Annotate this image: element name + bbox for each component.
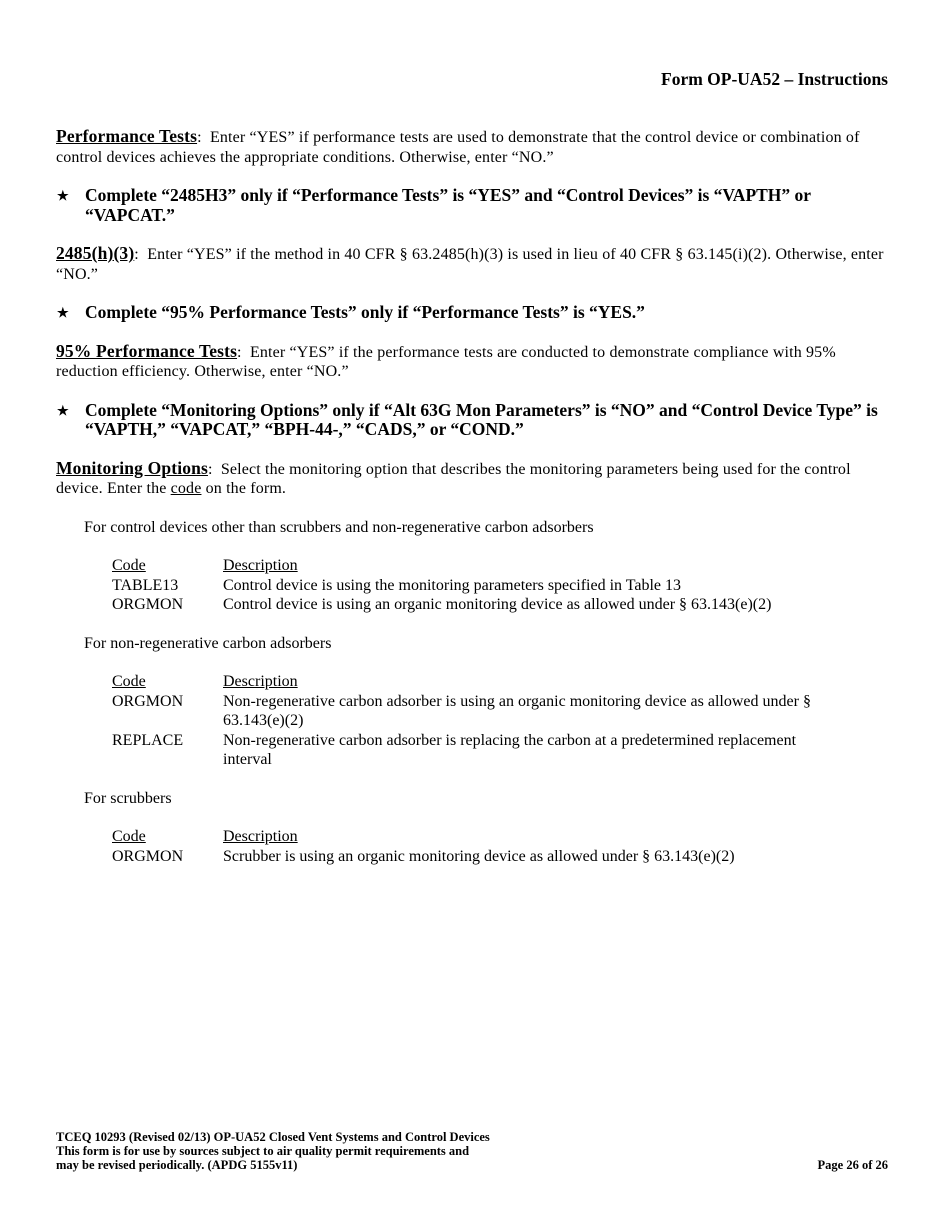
field-description: Enter “YES” if performance tests are used to demonstrate that the control device or combination of control devices achieves the appropriate conditions. Otherwise, enter “NO.” — [56, 129, 864, 166]
description-cell: Control device is using an organic monitoring device as allowed under § 63.143(e)(2) — [223, 596, 772, 613]
field-separator: : — [197, 129, 202, 146]
field-separator: : — [237, 343, 242, 361]
monitoring-options-paragraph — [56, 459, 888, 499]
field-separator: : — [134, 246, 139, 263]
field-label: Monitoring Options — [56, 457, 208, 478]
note-95-performance — [56, 303, 888, 323]
note-text: Complete “2485H3” only if “Performance Tests” is “YES” and “Control Devices” is “VAPTH” or “VAPCAT.” — [85, 185, 811, 225]
field-label: 95% Performance Tests — [56, 340, 238, 361]
note-text: Complete “Monitoring Options” only if “Alt 63G Mon Parameters” is “NO” and “Control Device Type” is “VAPTH,” “VAPCAT,” “BPH-44-,” “CADS,” or “COND.” — [85, 399, 878, 439]
code-cell: REPLACE — [112, 731, 184, 749]
column-header-code: Code — [112, 557, 146, 574]
group-intro: For non-regenerative carbon adsorbers — [84, 634, 332, 652]
column-header-code: Code — [112, 828, 146, 845]
code-table — [112, 556, 771, 615]
table-row — [112, 847, 735, 867]
footer-line: This form is for use by sources subject to air quality permit requirements and — [56, 1144, 470, 1158]
page-number: Page 26 of 26 — [817, 1158, 888, 1172]
footer-form-info — [56, 1130, 888, 1172]
field-label: 2485(h)(3) — [56, 243, 135, 263]
note-monitoring-options — [56, 401, 888, 440]
note-text: Complete “95% Performance Tests” only if “Performance Tests” is “YES.” — [85, 302, 645, 322]
description-cell: Scrubber is using an organic monitoring device as allowed under § 63.143(e)(2) — [223, 847, 735, 865]
table-header-row — [112, 556, 771, 576]
page-footer — [56, 1130, 888, 1172]
code-table — [112, 827, 735, 866]
table-row — [112, 692, 888, 731]
description-cell: Non-regenerative carbon adsorber is using an organic monitoring device as allowed under § 63.143(e)(2) — [223, 692, 811, 729]
column-header-code: Code — [112, 673, 146, 690]
field-description: Select the monitoring option that describes the monitoring parameters being used for the control device. Enter the — [56, 460, 855, 497]
instructions-content — [56, 127, 888, 885]
group-intro: For scrubbers — [84, 789, 172, 807]
description-cell: Non-regenerative carbon adsorber is replacing the carbon at a predetermined replacement interval — [223, 731, 797, 768]
field-description: Enter “YES” if the method in 40 CFR § 63.2485(h)(3) is used in lieu of 40 CFR § 63.145(i)(2). Otherwise, enter “NO.” — [56, 246, 888, 283]
field-description-end: on the form. — [201, 480, 287, 497]
star-icon: ★ — [57, 305, 69, 320]
footer-line: TCEQ 10293 (Revised 02/13) OP-UA52 Closed Vent Systems and Control Devices — [56, 1130, 490, 1144]
star-icon: ★ — [57, 188, 69, 203]
code-cell: TABLE13 — [112, 576, 179, 594]
column-header-description: Description — [223, 557, 298, 574]
column-header-description: Description — [223, 828, 298, 845]
document-page — [56, 0, 888, 1230]
column-header-description: Description — [223, 673, 298, 690]
table-header-row — [112, 827, 735, 847]
description-cell: Control device is using the monitoring parameters specified in Table 13 — [223, 576, 682, 594]
note-2485h3 — [56, 186, 888, 225]
field-separator: : — [207, 460, 213, 478]
performance-tests-paragraph — [56, 127, 888, 167]
page-title: Form OP-UA52 – Instructions — [661, 69, 888, 89]
table-header-row — [112, 672, 888, 692]
code-table — [112, 672, 888, 770]
field-description: Enter “YES” if the performance tests are conducted to demonstrate compliance with 95% reduction efficiency. Otherwise, enter “NO.” — [56, 343, 840, 380]
field-95-paragraph — [56, 342, 888, 382]
table-row — [112, 731, 888, 770]
table-row — [112, 576, 771, 596]
star-icon: ★ — [57, 402, 69, 418]
code-cell: ORGMON — [112, 596, 184, 613]
group-intro: For control devices other than scrubbers and non-regenerative carbon adsorbers — [84, 518, 594, 536]
field-2485h3-paragraph — [56, 244, 888, 284]
code-word: code — [170, 480, 202, 497]
code-cell: ORGMON — [112, 847, 184, 865]
code-cell: ORGMON — [112, 692, 184, 710]
footer-line: may be revised periodically. (APDG 5155v11) — [56, 1158, 298, 1172]
table-row — [112, 595, 771, 615]
field-label: Performance Tests — [56, 126, 198, 146]
